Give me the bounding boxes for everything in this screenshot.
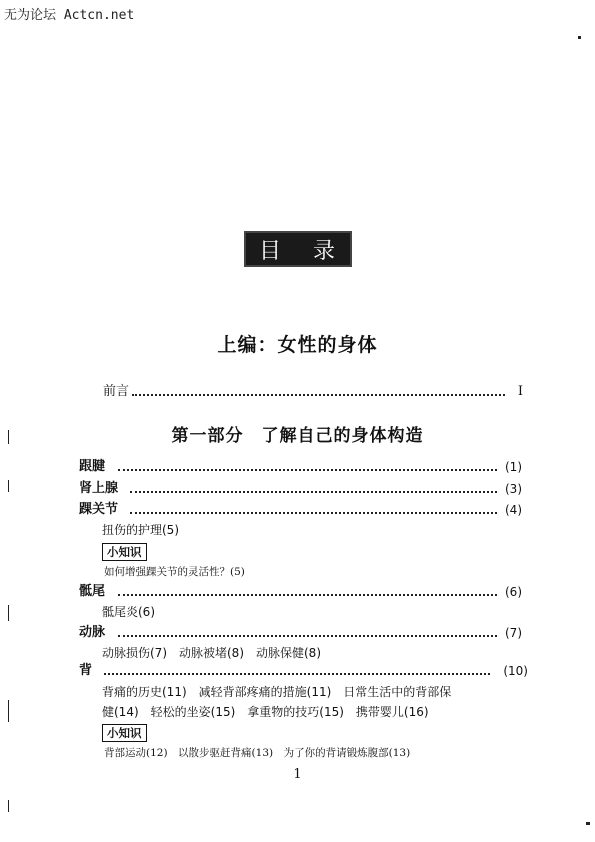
toc-label: 肾上腺 — [79, 481, 119, 496]
toc-row-preface[interactable] — [0, 383, 595, 401]
scan-mark — [8, 480, 9, 492]
toc-subentry[interactable]: 背痛的历史(11) 减轻背部疼痛的措施(11) 日常生活中的背部保 — [102, 685, 452, 699]
toc-row-genjian[interactable] — [0, 458, 595, 476]
leader-dots — [118, 635, 497, 637]
leader-dots — [118, 469, 497, 471]
toc-label: 前言 — [103, 384, 130, 399]
leader-dots — [132, 394, 505, 396]
toc-page: (1) — [505, 460, 522, 474]
scan-mark — [578, 36, 581, 39]
leader-dots — [130, 512, 497, 514]
toc-row-bei[interactable] — [0, 662, 595, 680]
tip-label: 小知识 — [102, 724, 147, 742]
toc-subentry[interactable]: 骶尾炎(6) — [102, 605, 155, 619]
scan-mark — [8, 430, 9, 444]
toc-label: 背 — [79, 663, 93, 678]
toc-label: 踝关节 — [79, 502, 119, 517]
toc-row-shenshangxian[interactable] — [0, 480, 595, 498]
scan-mark — [8, 800, 9, 812]
toc-subentry[interactable]: 健(14) 轻松的坐姿(15) 拿重物的技巧(15) 携带婴儿(16) — [102, 705, 429, 719]
toc-page: (10) — [503, 664, 528, 678]
scan-mark — [586, 822, 590, 825]
tip-label: 小知识 — [102, 543, 147, 561]
header-char-1: 目 — [258, 238, 283, 264]
toc-subentry[interactable]: 动脉损伤(7) 动脉被堵(8) 动脉保健(8) — [102, 646, 321, 660]
toc-page: (7) — [505, 626, 522, 640]
scan-mark — [8, 605, 9, 621]
contents-header — [244, 231, 352, 267]
part-title: 第一部分 了解自己的身体构造 — [171, 426, 424, 446]
tip-entry[interactable]: 如何增强踝关节的灵活性？(5) — [104, 566, 245, 578]
header-char-2: 录 — [312, 238, 337, 264]
toc-label: 骶尾 — [79, 584, 106, 599]
toc-page: I — [517, 384, 523, 399]
volume-title: 上编：女性的身体 — [217, 334, 378, 356]
scan-mark — [8, 700, 9, 722]
toc-page: (4) — [505, 503, 522, 517]
toc-row-dongmai[interactable] — [0, 624, 595, 642]
leader-dots — [118, 594, 497, 596]
toc-subentry[interactable]: 扭伤的护理(5) — [102, 523, 179, 537]
tip-entry[interactable]: 背部运动(12) 以散步驱赶背痛(13) 为了你的背请锻炼腹部(13) — [104, 747, 411, 759]
toc-label: 跟腱 — [79, 459, 106, 474]
leader-dots — [104, 673, 490, 675]
leader-dots — [130, 491, 497, 493]
page-number: 1 — [293, 767, 302, 782]
toc-page: (6) — [505, 585, 522, 599]
toc-page: (3) — [505, 482, 522, 496]
watermark: 无为论坛 Actcn.net — [4, 8, 135, 23]
toc-row-huaiguanjie[interactable] — [0, 501, 595, 519]
toc-row-diwei[interactable] — [0, 583, 595, 601]
toc-label: 动脉 — [79, 625, 106, 640]
